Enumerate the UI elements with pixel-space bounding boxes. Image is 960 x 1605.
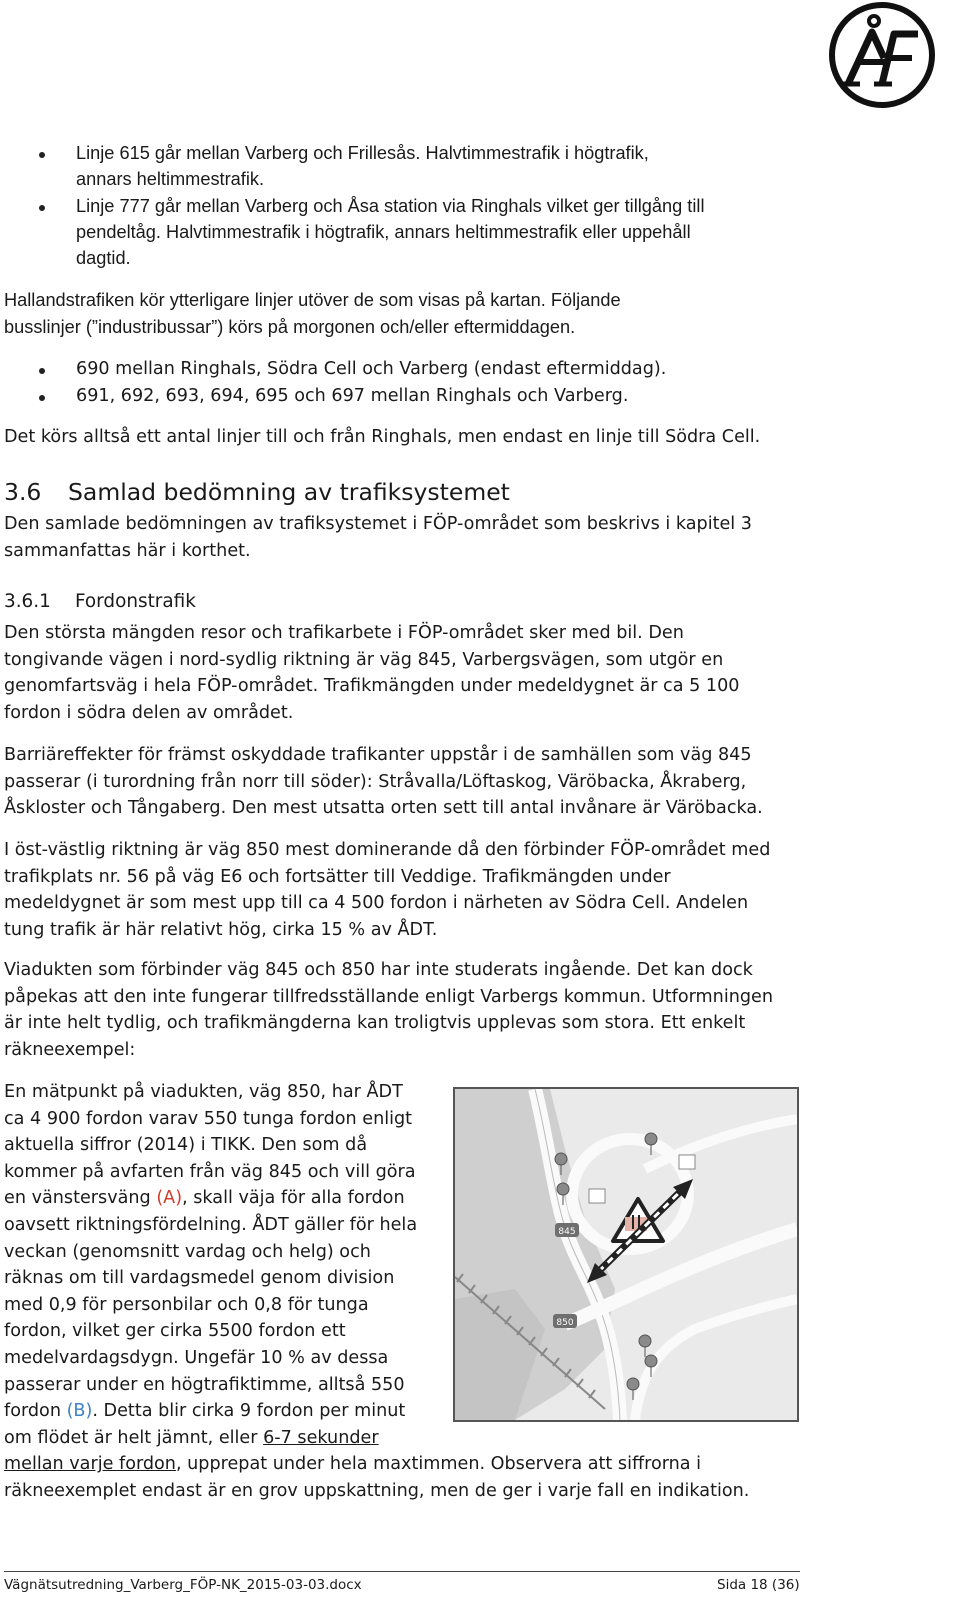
list-item: Linje 615 går mellan Varberg och Frillesås. Halvtimmestrafik i högtrafik, annars heltimmestrafik.	[0, 140, 704, 193]
bullet-icon	[39, 368, 45, 374]
paragraph-1: Den största mängden resor och trafikarbete i FÖP-området sker med bil. Den tongivande vägen i nord-sydlig riktning är väg 845, Varbergsvägen, som utgör en genomfartsväg i hela FÖP-området. Trafikmängden under medeldygnet är ca 5 100 fordon i södra delen av området.	[4, 623, 740, 723]
industry-bus-list	[0, 356, 666, 409]
subsection-heading: 3.6.1 Fordonstrafik	[4, 591, 196, 612]
list-item: 690 mellan Ringhals, Södra Cell och Varberg (endast eftermiddag).	[0, 356, 666, 383]
paragraph-summary: Det körs alltså ett antal linjer till och från Ringhals, men endast en linje till Södra Cell.	[4, 427, 761, 447]
bullet-icon	[39, 395, 45, 401]
paragraph-hallandstrafiken: Hallandstrafiken kör ytterligare linjer utöver de som visas på kartan. Följande busslinjer (”industribussar”) körs på morgonen och/eller eftermiddagen.	[4, 290, 621, 337]
bus-line-list	[0, 140, 704, 271]
road-850-label: 850	[556, 1318, 574, 1328]
footer-filename: Vägnätsutredning_Varberg_FÖP-NK_2015-03-03.docx	[4, 1577, 362, 1593]
label-a: (A)	[156, 1188, 183, 1209]
paragraph-2: Barriäreffekter för främst oskyddade trafikanter uppstår i de samhällen som väg 845 passerar (i turordning från norr till söder): Stråvalla/Löftaskog, Väröbacka, Åkraberg, Åskloster och Tångaberg. Den mest utsatta orten sett till antal invånare är Väröbacka.	[4, 745, 763, 819]
bullet-icon	[39, 152, 45, 158]
footer-divider	[4, 1571, 800, 1572]
road-845-label: 845	[558, 1227, 576, 1237]
section-heading: 3.6 Samlad bedömning av trafiksystemet	[4, 478, 510, 506]
list-item: Linje 777 går mellan Varberg och Åsa station via Ringhals vilket ger tillgång till pendeltåg. Halvtimmestrafik i högtrafik, annars heltimmestrafik eller uppehåll dagtid.	[0, 193, 704, 272]
af-logo-icon	[826, 0, 938, 112]
bullet-icon	[39, 205, 45, 211]
example-paragraph: En mätpunkt på viadukten, väg 850, har ÅDT ca 4 900 fordon varav 550 tunga fordon enligt aktuella siffror (2014) i TIKK. Den som då kommer på avfarten från väg 845 och vill göra en vänstersväng (A), skall väja för alla fordon oavsett riktningsfördelning. ÅDT gäller för hela veckan (genomsnitt vardag och helg) och räknas om till vardagsmedel genom division med 0,9 för personbilar och 0,8 för tunga fordon, vilket ger cirka 5500 fordon ett medelvardagsdygn. Ungefär 10 % av dessa passerar under en högtrafiktimme, alltså 550 fordon (B). Detta blir cirka 9 fordon per minut om flödet är helt jämnt, eller 6-7 sekunder mellan varje fordon, upprepat under hela maxtimmen. Observera att siffrorna i räkneexemplet endast är en grov uppskattning, men de ger i varje fall en indikation.	[4, 1082, 750, 1501]
section-intro: Den samlade bedömningen av trafiksystemet i FÖP-området som beskrivs i kapitel 3 sammanfattas här i korthet.	[4, 514, 752, 561]
label-b: (B)	[66, 1401, 93, 1422]
viaduct-map	[453, 1087, 799, 1422]
paragraph-4: Viadukten som förbinder väg 845 och 850 har inte studerats ingående. Det kan dock påpekas att den inte fungerar tillfredsställande enligt Varbergs kommun. Utformningen är inte helt tydlig, och trafikmängderna kan troligtvis upplevas som stora. Ett enkelt räkneexempel:	[4, 960, 774, 1060]
footer-page-number: Sida 18 (36)	[717, 1577, 800, 1593]
paragraph-3: I öst-västlig riktning är väg 850 mest dominerande då den förbinder FÖP-området med trafikplats nr. 56 på väg E6 och fortsätter till Veddige. Trafikmängden under medeldygnet är som mest upp till ca 4 500 fordon i närheten av Södra Cell. Andelen tung trafik är här relativt hög, cirka 15 % av ÅDT.	[4, 840, 771, 940]
list-item: 691, 692, 693, 694, 695 och 697 mellan Ringhals och Varberg.	[0, 383, 666, 410]
